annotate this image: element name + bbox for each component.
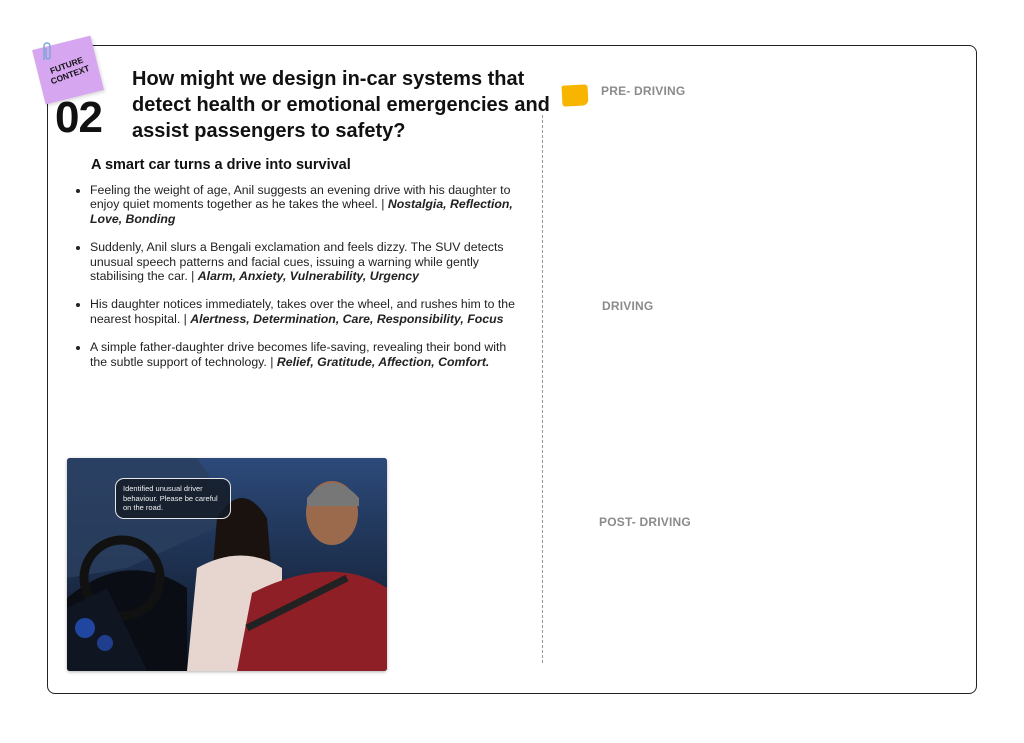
story-text: Feeling the weight of age, Anil suggests an evening drive with his daughter to enjoy quiet moments together as he takes the wheel. | <box>90 183 511 212</box>
story-list <box>70 183 520 383</box>
story-text: Suddenly, Anil slurs a Bengali exclamation and feels dizzy. The SUV detects unusual speech patterns and facial cues, issuing a warning while gently stabilising the car. | <box>90 240 504 284</box>
stage-post-driving: POST- DRIVING <box>599 515 691 529</box>
scenario-number: 02 <box>55 93 102 142</box>
column-divider <box>542 115 543 663</box>
paperclip-icon <box>40 40 54 64</box>
list-item <box>90 240 520 283</box>
list-item <box>90 297 520 326</box>
story-text: His daughter notices immediately, takes over the wheel, and rushes him to the nearest hospital. | <box>90 297 515 326</box>
stage-pre-driving: PRE- DRIVING <box>601 84 686 98</box>
future-context-label: FUTURE CONTEXT <box>48 54 91 87</box>
yellow-sticky-note <box>561 84 588 106</box>
list-item <box>90 183 520 226</box>
list-item <box>90 340 520 369</box>
scenario-illustration <box>67 458 387 671</box>
story-text: A simple father-daughter drive becomes life-saving, revealing their bond with the subtle support of technology. | <box>90 340 507 369</box>
emotion-tags: Alertness, Determination, Care, Responsibility, Focus <box>190 311 504 326</box>
emotion-tags: Nostalgia, Reflection, Love, Bonding <box>90 197 513 226</box>
stage-driving: DRIVING <box>602 299 654 313</box>
emotion-tags: Alarm, Anxiety, Vulnerability, Urgency <box>197 269 419 284</box>
page-title: How might we design in-car systems that detect health or emotional emergencies and assist passengers to safety? <box>132 68 550 142</box>
scenario-subtitle: A smart car turns a drive into survival <box>91 157 351 173</box>
warning-bubble: Identified unusual driver behaviour. Please be careful on the road. <box>115 478 231 519</box>
emotion-tags: Relief, Gratitude, Affection, Comfort. <box>276 354 490 369</box>
